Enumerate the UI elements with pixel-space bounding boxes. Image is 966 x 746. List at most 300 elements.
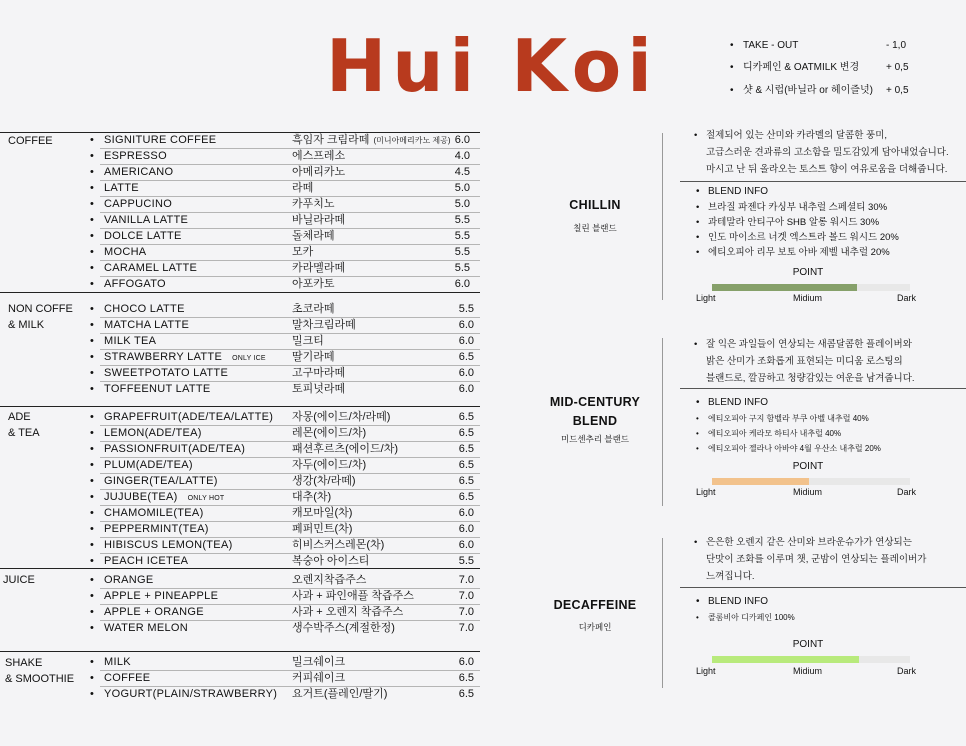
roast-axis-label: Dark [897,293,917,303]
item-price: 6.0 [458,523,474,535]
item-price: 6.0 [458,539,474,551]
bullet: • [90,262,94,274]
bullet: • [90,443,94,455]
item-name-text: SWEETPOTATO LATTE [104,367,229,379]
item-name-ko-text: 복숭아 아이스티 [292,555,370,567]
bullet: • [90,303,94,315]
item-name-ko [292,553,369,569]
item-price: 5.5 [458,555,474,567]
item-name-text: MATCHA LATTE [104,319,190,331]
menu-item [90,365,480,381]
bullet: • [696,217,700,228]
item-name-text: WATER MELON [104,622,188,634]
bullet: • [90,539,94,551]
item-name-ko-text: 고구마라떼 [292,367,346,379]
blend-info-title [696,396,769,410]
item-name-ko [292,473,356,489]
menu-item [90,196,480,212]
item-note: ONLY ICE [232,355,266,362]
blend-origin-text: 에티오피아 구지 함벨라 부쿠 아벨 내추럴 40% [708,414,869,423]
item-name-text: PEPPERMINT(TEA) [104,523,209,535]
blend-origin [696,215,880,230]
roast-point-fill [712,284,857,291]
item-name-en [104,521,209,537]
roast-axis-label: Light [696,666,716,676]
item-name-en [104,588,218,604]
item-name-ko-text: 밀크티 [292,335,324,347]
blend-origin-text: 과테말라 안티구아 SHB 알롱 워시드 30% [708,217,880,228]
item-name-ko-text: 딸기라떼 [292,351,335,363]
item-name-en [104,164,173,180]
menu-item [90,604,480,620]
section-divider [0,406,480,407]
extra-label: 디카페인 & OATMILK 변경 [743,62,860,73]
blend-description-line [706,144,966,161]
item-price: 6.5 [458,351,474,363]
bullet: • [730,62,734,73]
bullet: • [696,429,699,438]
item-price: 6.0 [458,319,474,331]
bullet: • [90,182,94,194]
item-price: 6.5 [458,491,474,503]
item-name-ko-text: 자두(에이드/차) [292,459,367,471]
item-name-en [104,381,211,397]
bullet: • [90,335,94,347]
item-name-ko [292,212,345,228]
extra-label: 샷 & 시럽(바닐라 or 헤이즐넛) [743,85,873,96]
bullet: • [90,214,94,226]
blend-description-text: 단맛이 조화를 이루며 챗, 군밤이 연상되는 플레이버가 [706,554,927,565]
item-price: 5.5 [454,214,470,226]
bullet: • [90,150,94,162]
blend-description-line [694,534,966,551]
category-title-line: SHAKE [5,657,43,669]
item-name-en [104,244,146,260]
roast-point-label: POINT [792,461,824,472]
item-name-ko [292,409,390,425]
menu-item [90,212,480,228]
blend-info-title-text: BLEND INFO [708,186,769,197]
bullet: • [90,246,94,258]
bullet: • [694,339,698,350]
menu-item [90,572,480,588]
blend-origin-text: 에티오피아 리무 보토 아바 제벨 내추럴 20% [708,247,890,258]
roast-point-fill [712,478,809,485]
item-name-text: COFFEE [104,672,151,684]
item-name-ko-text: 페퍼민트(차) [292,523,353,535]
item-price: 6.5 [458,411,474,423]
item-name-ko [292,620,395,636]
item-name-ko [292,196,335,212]
item-name-text: AMERICANO [104,166,174,178]
bullet: • [90,672,94,684]
roast-axis-label: Midium [793,487,823,497]
item-name-en [104,132,216,148]
extra-label: TAKE - OUT [743,40,799,51]
item-name-ko [292,521,352,537]
item-name-en [104,212,188,228]
category-title [8,301,73,333]
bullet: • [90,656,94,668]
menu-item [90,148,480,164]
item-price: 5.5 [454,246,470,258]
item-price: 7.0 [458,590,474,602]
item-price: 6.0 [458,656,474,668]
blend-name [520,393,670,431]
blend-divider-horizontal [680,181,966,182]
item-price: 6.5 [458,475,474,487]
item-name-ko [292,537,384,553]
blend-description-line [694,127,966,144]
bullet: • [90,278,94,290]
bullet: • [90,459,94,471]
category-title [3,572,35,588]
item-name-ko-text: 말차크림라떼 [292,319,356,331]
bullet: • [90,427,94,439]
menu-item [90,654,480,670]
menu-item [90,489,480,505]
item-name-ko [292,164,345,180]
extra-option [730,61,930,75]
item-name-text: APPLE + PINEAPPLE [104,590,219,602]
item-name-ko-text: 캐모마일(차) [292,507,353,519]
item-name-en [104,333,156,349]
blend-description-line [706,568,966,585]
item-name-text: HIBISCUS LEMON(TEA) [104,539,233,551]
roast-point-bar [712,656,910,663]
menu-item [90,620,480,636]
blend-name-line: MID-CENTURY [549,395,641,409]
item-name-en [104,686,277,702]
bullet: • [90,523,94,535]
blend-description-line [694,336,966,353]
blend-description-text: 느껴집니다. [706,571,755,582]
bullet: • [696,444,699,453]
item-name-ko-note: (미니아메리카노 제공) [373,136,451,145]
item-price: 5.0 [454,198,470,210]
item-name-en [104,196,172,212]
bullet: • [696,397,700,408]
item-name-en [104,604,204,620]
item-name-en [104,301,185,317]
item-name-ko-text: 사과 + 오렌지 착즙주스 [292,606,404,618]
item-name-en [104,620,188,636]
blend-info-title-text: BLEND INFO [708,596,769,607]
bullet: • [696,186,700,197]
item-name-ko-text: 흑임자 크림라떼 [292,134,370,146]
blend-info-title-text: BLEND INFO [708,397,769,408]
blend-origin [696,245,890,260]
extra-price: - 1,0 [886,40,907,51]
item-name-ko [292,505,352,521]
blend-name [520,596,670,615]
blend-description-line [706,161,966,178]
blend-name-line: BLEND [572,414,618,428]
bullet: • [90,230,94,242]
item-name-ko [292,317,356,333]
bullet: • [90,688,94,700]
blend-description-text: 마시고 난 뒤 올라오는 토스트 향이 여유로움을 더해줍니다. [706,164,948,175]
blend-korean-name: 칠린 블랜드 [573,223,617,233]
blend-divider-vertical [662,538,663,688]
item-name-text: YOGURT(PLAIN/STRAWBERRY) [104,688,278,700]
item-name-ko [292,441,398,457]
blend-description-text: 은은한 오렌지 같은 산미와 브라운슈가가 연상되는 [706,537,912,548]
blend-info-title [696,185,769,199]
bullet: • [694,537,698,548]
blend-divider-vertical [662,338,663,506]
item-name-en [104,148,167,164]
item-name-en [104,180,139,196]
menu-item [90,473,480,489]
menu-item [90,349,480,365]
item-name-ko [292,654,345,670]
item-price: 6.5 [458,688,474,700]
item-name-ko [292,228,335,244]
blend-origin [696,426,842,441]
item-name-ko [292,276,335,292]
menu-item [90,228,480,244]
blend-name-line: DECAFFEINE [553,598,637,612]
item-name-text: SIGNITURE COFFEE [104,134,217,146]
blend-description-text: 블랜드로, 깔끔하고 청량감있는 여운을 남겨줍니다. [706,373,915,384]
category-title-line: & TEA [8,427,40,439]
item-name-text: ORANGE [104,574,154,586]
bullet: • [90,590,94,602]
item-name-text: APPLE + ORANGE [104,606,204,618]
menu-item [90,244,480,260]
item-name-text: MILK [104,656,131,668]
menu-item [90,132,480,148]
bullet: • [730,40,734,51]
blend-description-text: 고급스러운 견과류의 고소함을 밀도감있게 담아내었습니다. [706,147,949,158]
extra-option [730,39,930,53]
item-name-ko-text: 에스프레소 [292,150,346,162]
item-name-en [104,654,131,670]
blend-info-title [696,595,769,609]
blend-origin-text: 에티오피아 젤라나 아바야 4월 우산소 내추럴 20% [708,444,881,453]
menu-item [90,425,480,441]
item-name-ko-text: 모카 [292,246,314,258]
item-price: 6.5 [458,459,474,471]
item-name-text: AFFOGATO [104,278,166,290]
blend-description-text: 절제되어 있는 산미와 카라멜의 달콤한 풍미, [706,130,888,141]
menu-item [90,686,480,702]
item-name-en [104,572,153,588]
blend-origin-text: 에티오피아 케라모 하티사 내추럴 40% [708,429,842,438]
item-price: 6.0 [458,367,474,379]
menu-item [90,670,480,686]
blend-origin [696,610,795,625]
item-name-en [104,473,218,489]
item-name-ko [292,686,387,702]
roast-axis-label: Midium [793,666,823,676]
category-title [8,409,40,441]
bullet: • [696,232,700,243]
bullet: • [90,507,94,519]
bullet: • [90,166,94,178]
item-name-ko-text: 토피넛라떼 [292,383,346,395]
item-name-ko [292,365,345,381]
menu-item [90,588,480,604]
blend-divider-horizontal [680,388,966,389]
blend-origin-text: 인도 마이소르 너겟 엑스트라 볼드 워시드 20% [708,232,899,243]
blend-description-line [706,353,966,370]
item-name-ko [292,349,335,365]
menu-item [90,381,480,397]
section-divider [0,292,480,293]
logo: Hui Koi [326,24,658,108]
roast-point-bar [712,478,910,485]
bullet: • [90,622,94,634]
item-price: 6.5 [458,443,474,455]
bullet: • [696,596,700,607]
item-name-ko [292,604,403,620]
blend-korean-name: 디카페인 [578,622,612,632]
bullet: • [90,383,94,395]
blend-origin [696,230,899,245]
item-name-ko-text: 카라멜라떼 [292,262,346,274]
roast-point-label: POINT [792,267,824,278]
item-name-text: TOFFEENUT LATTE [104,383,211,395]
item-price: 6.0 [454,134,470,146]
bullet: • [90,351,94,363]
bullet: • [696,613,699,622]
item-name-text: GINGER(TEA/LATTE) [104,475,218,487]
menu-item [90,333,480,349]
item-price: 5.5 [454,262,470,274]
item-price: 6.0 [458,335,474,347]
item-name-ko-text: 히비스커스레몬(차) [292,539,385,551]
category-title-line: ADE [8,411,31,423]
menu-item [90,180,480,196]
menu-item [90,537,480,553]
category-title-line: COFFEE [8,135,53,147]
item-name-ko [292,588,414,604]
roast-point-bar [712,284,910,291]
menu-item [90,276,480,292]
menu-item [90,441,480,457]
category-title-line: NON COFFE [8,303,73,315]
item-name-en [104,260,197,276]
item-name-en [104,457,193,473]
menu-item [90,260,480,276]
bullet: • [90,411,94,423]
bullet: • [696,414,699,423]
item-name-ko-text: 밀크쉐이크 [292,656,346,668]
item-name-text: VANILLA LATTE [104,214,189,226]
item-price: 7.0 [458,606,474,618]
blend-divider-horizontal [680,587,966,588]
bullet: • [90,198,94,210]
extra-price: + 0,5 [886,62,909,73]
menu-item [90,505,480,521]
menu-item [90,521,480,537]
item-name-ko-text: 대추(차) [292,491,332,503]
item-name-text: JUJUBE(TEA) [104,491,178,503]
item-name-ko-text: 자몽(에이드/차/라떼) [292,411,391,423]
roast-axis-label: Midium [793,293,823,303]
item-name-ko-text: 생강(차/라떼) [292,475,356,487]
category-title-line: & SMOOTHIE [5,673,75,685]
blend-origin-text: 콜롬비아 디카페인 100% [708,613,795,622]
item-name-ko [292,244,313,260]
item-name-text: CHAMOMILE(TEA) [104,507,204,519]
bullet: • [696,247,700,258]
roast-axis-label: Light [696,293,716,303]
item-name-ko-text: 레몬(에이드/차) [292,427,367,439]
item-name-text: LEMON(ADE/TEA) [104,427,202,439]
item-name-ko-text: 패션후르츠(에이드/차) [292,443,399,455]
bullet: • [696,202,700,213]
item-name-en [104,409,273,425]
item-name-ko [292,180,313,196]
item-name-en [104,505,204,521]
menu-item [90,409,480,425]
roast-point-fill [712,656,859,663]
item-price: 4.5 [454,166,470,178]
bullet: • [90,319,94,331]
section-divider [0,568,480,569]
item-name-en [104,537,233,553]
category-title-line: & MILK [8,319,45,331]
item-name-ko [292,457,366,473]
item-price: 6.0 [458,383,474,395]
item-name-ko-text: 생수박주스(계절한정) [292,622,395,634]
bullet: • [90,555,94,567]
bullet: • [90,574,94,586]
roast-point-label: POINT [792,639,824,650]
item-name-en [104,317,189,333]
category-title [8,133,53,149]
item-name-en [104,228,182,244]
item-price: 5.5 [454,230,470,242]
category-title [5,655,74,687]
item-name-ko-text: 사과 + 파인애플 착즙주스 [292,590,414,602]
menu-item [90,301,480,317]
roast-axis-label: Dark [897,487,917,497]
item-name-ko [292,301,335,317]
blend-name [520,196,670,215]
menu-item [90,317,480,333]
item-name-en [104,441,245,457]
item-name-text: CARAMEL LATTE [104,262,198,274]
item-name-ko-text: 카푸치노 [292,198,335,210]
item-name-text: MOCHA [104,246,147,258]
item-name-ko-text: 돌체라떼 [292,230,335,242]
item-price: 6.0 [454,278,470,290]
item-name-ko [292,381,345,397]
item-name-en [104,553,188,569]
item-name-text: ESPRESSO [104,150,167,162]
item-name-ko-text: 아메리카노 [292,166,346,178]
item-name-ko-text: 아포카토 [292,278,335,290]
item-price: 6.5 [458,427,474,439]
item-name-text: CHOCO LATTE [104,303,185,315]
item-name-text: PEACH ICETEA [104,555,189,567]
item-name-text: LATTE [104,182,139,194]
item-name-ko [292,132,451,149]
item-name-ko [292,572,366,588]
item-price: 4.0 [454,150,470,162]
section-divider [0,651,480,652]
blend-description-line [706,551,966,568]
bullet: • [90,134,94,146]
item-name-ko [292,489,331,505]
item-name-text: MILK TEA [104,335,157,347]
item-name-en [104,670,150,686]
blend-origin-text: 브라질 파젠다 카싱부 내추럴 스페셜티 30% [708,202,888,213]
